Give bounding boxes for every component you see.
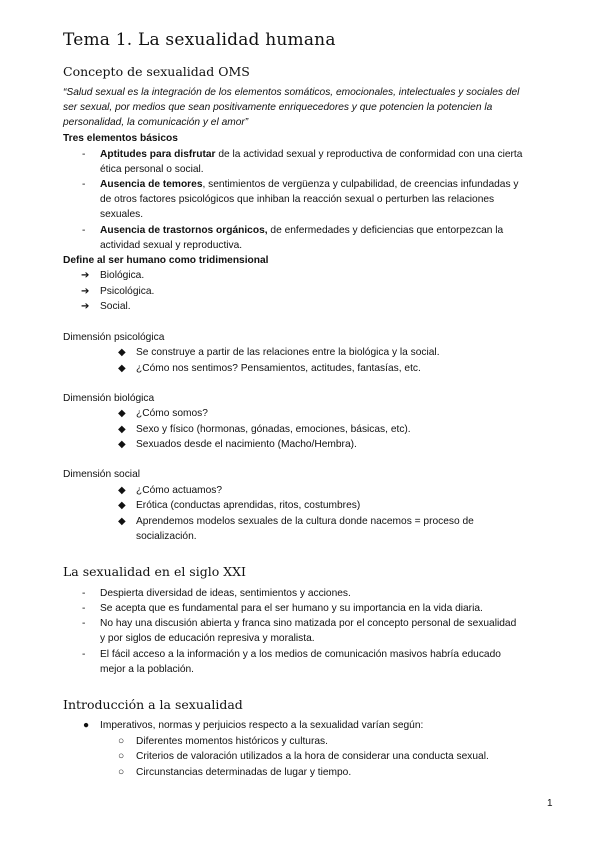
list-item: Diferentes momentos históricos y culturas. — [136, 736, 328, 747]
list-item — [100, 147, 522, 162]
section-heading-introduccion: Introducción a la sexualidad — [63, 697, 243, 712]
item-bold: Aptitudes para disfrutar — [100, 149, 216, 160]
diamond-bullet-icon: ◆ — [118, 347, 126, 358]
list-item: Sexo y físico (hormonas, gónadas, emociones, básicas, etc). — [136, 424, 411, 435]
list-item-cont: sexuales. — [100, 209, 144, 220]
subheading-tres-elementos: Tres elementos básicos — [63, 133, 178, 144]
list-item-cont: ética personal o social. — [100, 164, 204, 175]
diamond-bullet-icon: ◆ — [118, 500, 126, 511]
section-heading-siglo-xxi: La sexualidad en el siglo XXI — [63, 564, 246, 579]
list-item: Despierta diversidad de ideas, sentimientos y acciones. — [100, 588, 351, 599]
list-item: Se acepta que es fundamental para el ser humano y su importancia en la vida diaria. — [100, 603, 483, 614]
list-item — [100, 177, 519, 192]
quote-line: ser sexual, por medios que sean positivamente enriquecedores y que potencien la potencien la — [63, 102, 493, 113]
arrow-bullet-icon: ➔ — [81, 270, 90, 281]
diamond-bullet-icon: ◆ — [118, 408, 126, 419]
list-item: Imperativos, normas y perjuicios respecto a la sexualidad varían según: — [100, 720, 424, 731]
list-item: Criterios de valoración utilizados a la hora de considerar una conducta sexual. — [136, 751, 489, 762]
list-item: Circunstancias determinadas de lugar y tiempo. — [136, 767, 352, 778]
list-item-cont: socialización. — [136, 531, 197, 542]
dash-bullet: - — [82, 225, 86, 236]
diamond-bullet-icon: ◆ — [118, 516, 126, 527]
diamond-bullet-icon: ◆ — [118, 485, 126, 496]
list-item-cont: de otros factores psicológicos que inhiban la reacción sexual o perturben las relaciones — [100, 194, 495, 205]
dimension-heading: Dimensión social — [63, 469, 141, 480]
diamond-bullet-icon: ◆ — [118, 363, 126, 374]
dot-bullet-icon: ● — [83, 720, 90, 731]
list-item: No hay una discusión abierta y franca sino matizada por el concepto personal de sexualidad — [100, 618, 517, 629]
dimension-heading: Dimensión biológica — [63, 393, 155, 404]
list-item — [100, 223, 503, 238]
arrow-bullet-icon: ➔ — [81, 286, 90, 297]
dimension-heading: Dimensión psicológica — [63, 332, 165, 343]
dash-bullet: - — [82, 603, 86, 614]
circle-bullet-icon: ○ — [118, 767, 125, 778]
quote-line: personalidad, la comunicación y el amor” — [63, 117, 249, 128]
page-title: Tema 1. La sexualidad humana — [63, 30, 336, 50]
dash-bullet: - — [82, 179, 86, 190]
item-bold: Ausencia de temores — [100, 179, 203, 190]
list-item: El fácil acceso a la información y a los medios de comunicación masivos habría educado — [100, 649, 501, 660]
dash-bullet: - — [82, 149, 86, 160]
list-item: Sexuados desde el nacimiento (Macho/Hembra). — [136, 439, 357, 450]
item-text: de enfermedades y deficiencias que entorpezcan la — [267, 225, 504, 236]
list-item: Biológica. — [100, 270, 145, 281]
subheading-tridimensional: Define al ser humano como tridimensional — [63, 255, 269, 266]
circle-bullet-icon: ○ — [118, 751, 125, 762]
diamond-bullet-icon: ◆ — [118, 439, 126, 450]
list-item: Se construye a partir de las relaciones entre la biológica y la social. — [136, 347, 440, 358]
dash-bullet: - — [82, 588, 86, 599]
dash-bullet: - — [82, 618, 86, 629]
list-item: ¿Cómo nos sentimos? Pensamientos, actitudes, fantasías, etc. — [136, 363, 421, 374]
list-item: Psicológica. — [100, 286, 155, 297]
item-bold: Ausencia de trastornos orgánicos, — [100, 225, 268, 236]
quote-line: “Salud sexual es la integración de los elementos somáticos, emocionales, intelectuales y sociales del — [63, 87, 520, 98]
list-item: Erótica (conductas aprendidas, ritos, costumbres) — [136, 500, 361, 511]
list-item-cont: mejor a la población. — [100, 664, 195, 675]
circle-bullet-icon: ○ — [118, 736, 125, 747]
arrow-bullet-icon: ➔ — [81, 301, 90, 312]
dash-bullet: - — [82, 649, 86, 660]
list-item: Social. — [100, 301, 131, 312]
list-item-cont: actividad sexual y reproductiva. — [100, 240, 243, 251]
diamond-bullet-icon: ◆ — [118, 424, 126, 435]
item-text: de la actividad sexual y reproductiva de conformidad con una cierta — [215, 149, 523, 160]
list-item-cont: y por siglos de educación represiva y moralista. — [100, 633, 315, 644]
list-item: ¿Cómo somos? — [136, 408, 208, 419]
section-heading-oms: Concepto de sexualidad OMS — [63, 64, 250, 79]
item-text: , sentimientos de vergüenza y culpabilidad, de creencias infundadas y — [202, 179, 519, 190]
list-item: Aprendemos modelos sexuales de la cultura donde nacemos = proceso de — [136, 516, 474, 527]
list-item: ¿Cómo actuamos? — [136, 485, 223, 496]
page-number: 1 — [547, 798, 553, 809]
